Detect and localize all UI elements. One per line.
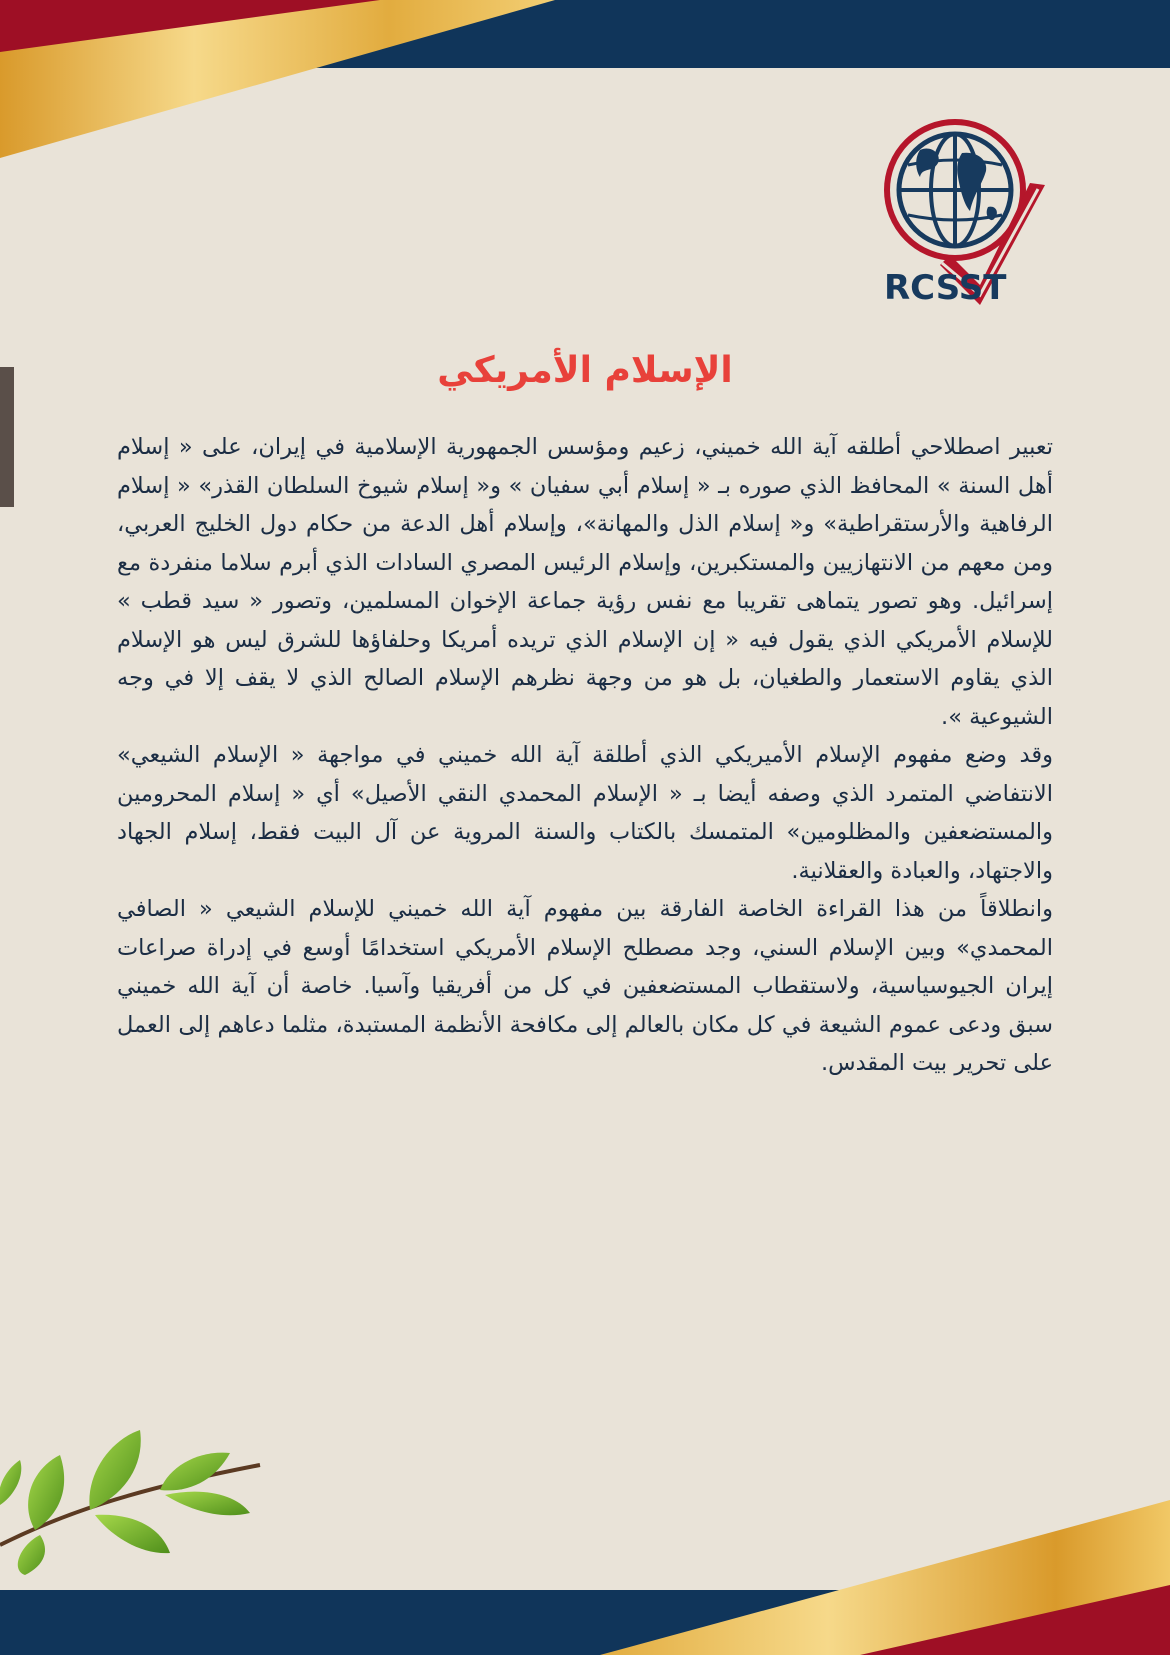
article-body — [117, 428, 1053, 1083]
paragraph: وقد وضع مفهوم الإسلام الأميريكي الذي أطلقة آية الله خميني في مواجهة « الإسلام الشيعي» الانتفاضي المتمرد الذي وصفه أيضا بـ « الإسلام المحمدي النقي الأصيل» أي « إسلام المحرومين والمستضعفين والمظلومين» المتمسك بالكتاب والسنة المروية عن آل البيت فقط، إسلام الجهاد والاجتهاد، والعبادة والعقلانية. — [117, 742, 1053, 884]
logo-wordmark: RCSST — [884, 268, 1007, 308]
leaf-branch-icon — [0, 1395, 280, 1575]
page-title: الإسلام الأمريكي — [437, 350, 733, 391]
paragraph: وانطلاقاً من هذا القراءة الخاصة الفارقة بين مفهوم آية الله خميني للإسلام الشيعي « الصافي المحمدي» وبين الإسلام السني، وجد مصطلح الإسلام الأمريكي استخدامًا أوسع في إدراة صراعات إيران الجيوسياسية، ولاستقطاب المستضعفين في كل من أفريقيا وآسيا. خاصة أن آية الله خميني سبق ودعى عموم الشيعة في كل مكان بالعالم إلى مكافحة الأنظمة المستبدة، مثلما دعاهم إلى العمل على تحرير بيت المقدس. — [117, 896, 1053, 1076]
paragraph: تعبير اصطلاحي أطلقه آية الله خميني، زعيم ومؤسس الجمهورية الإسلامية في إيران، على « إسلام أهل السنة » المحافظ الذي صوره بـ « إسلام أبي سفيان » و« إسلام شيوخ السلطان القذر» « إسلام الرفاهية والأرستقراطية» و« إسلام الذل والمهانة»، وإسلام أهل الدعة من حكام دول الخليج العربي، ومن معهم من الانتهازيين والمستكبرين، وإسلام الرئيس المصري السادات الذي أبرم سلاما منفردة مع إسرائيل. وهو تصور يتماهى تقريبا مع نفس رؤية جماعة الإخوان المسلمين، وتصور « سيد قطب » للإسلام الأمريكي الذي يقول فيه « إن الإسلام الذي تريده أمريكا وحلفاؤها للشرق ليس هو الإسلام الذي يقاوم الاستعمار والطغيان، بل هو من وجهة نظرهم الإسلام الصالح الذي لا يقف إلا في وجه الشيوعية ». — [117, 434, 1053, 730]
